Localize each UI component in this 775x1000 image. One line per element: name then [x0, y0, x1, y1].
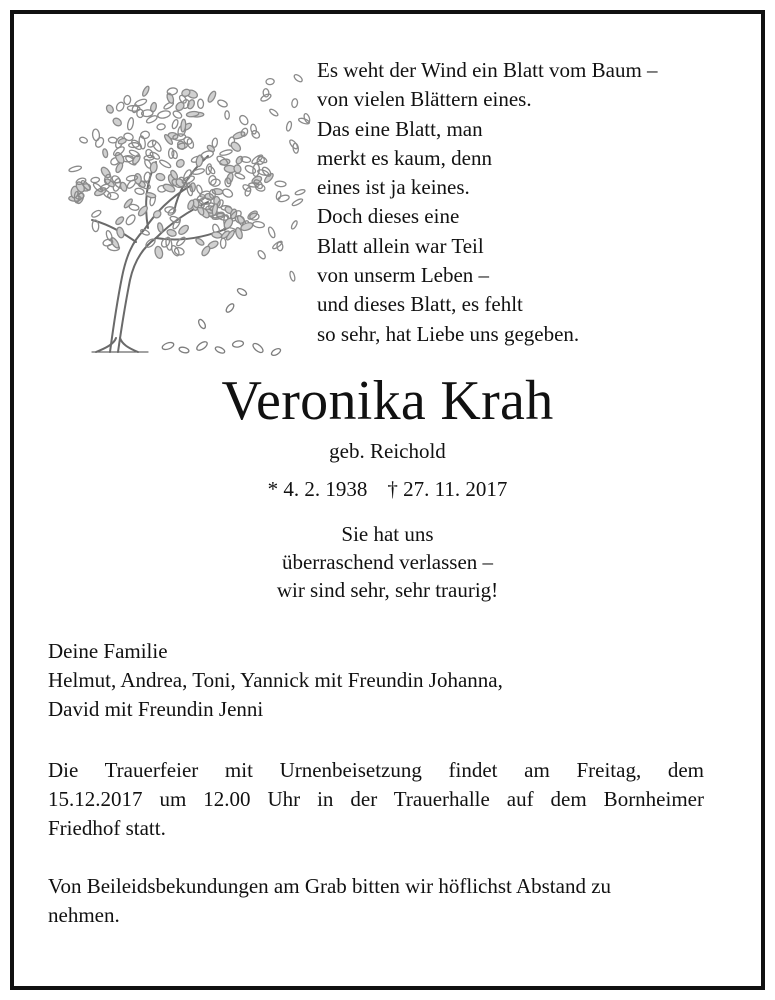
poem-line: von unserm Leben –	[317, 263, 490, 288]
family-line: Deine Familie	[48, 639, 168, 663]
poem-line: merkt es kaum, denn	[317, 145, 492, 170]
message-line: überraschend verlassen –	[281, 550, 494, 574]
life-dates	[0, 474, 775, 504]
ceremony-line: 15.12.2017 um 12.00 Uhr in der Trauerhalle auf dem Bornheimer	[48, 787, 704, 811]
farewell-message	[0, 520, 775, 604]
ceremony-line: Friedhof statt.	[48, 816, 166, 840]
windblown-tree-icon	[52, 52, 314, 370]
poem-line: von vielen Blättern eines.	[317, 87, 532, 112]
family-line: Helmut, Andrea, Toni, Yannick mit Freundin Johanna,	[48, 668, 503, 692]
condolence-line: nehmen.	[48, 903, 120, 927]
poem-line: Doch dieses eine	[317, 204, 460, 229]
deceased-name: Veronika Krah	[221, 370, 554, 432]
condolence-line: Von Beileidsbekundungen am Grab bitten wir höflichst Abstand zu	[48, 874, 612, 898]
maiden-name: geb. Reichold	[329, 439, 446, 463]
death-date: † 27. 11. 2017	[387, 477, 508, 501]
poem-line: so sehr, hat Liebe uns gegeben.	[317, 321, 580, 346]
poem-line: eines ist ja keines.	[317, 175, 470, 200]
ceremony-line: Die Trauerfeier mit Urnenbeisetzung findet am Freitag, dem	[48, 758, 704, 782]
ceremony-notice	[48, 756, 704, 843]
poem-line: Es weht der Wind ein Blatt vom Baum –	[317, 58, 658, 82]
poem-line: Blatt allein war Teil	[317, 233, 484, 258]
birth-date: * 4. 2. 1938	[267, 477, 368, 501]
poem	[317, 56, 737, 349]
condolence-notice	[48, 872, 708, 930]
poem-line: und dieses Blatt, es fehlt	[317, 292, 523, 317]
poem-line: Das eine Blatt, man	[317, 116, 483, 141]
family-line: David mit Freundin Jenni	[48, 697, 264, 721]
message-line: Sie hat uns	[341, 522, 434, 546]
family-signature	[48, 637, 503, 724]
message-line: wir sind sehr, sehr traurig!	[276, 578, 499, 602]
